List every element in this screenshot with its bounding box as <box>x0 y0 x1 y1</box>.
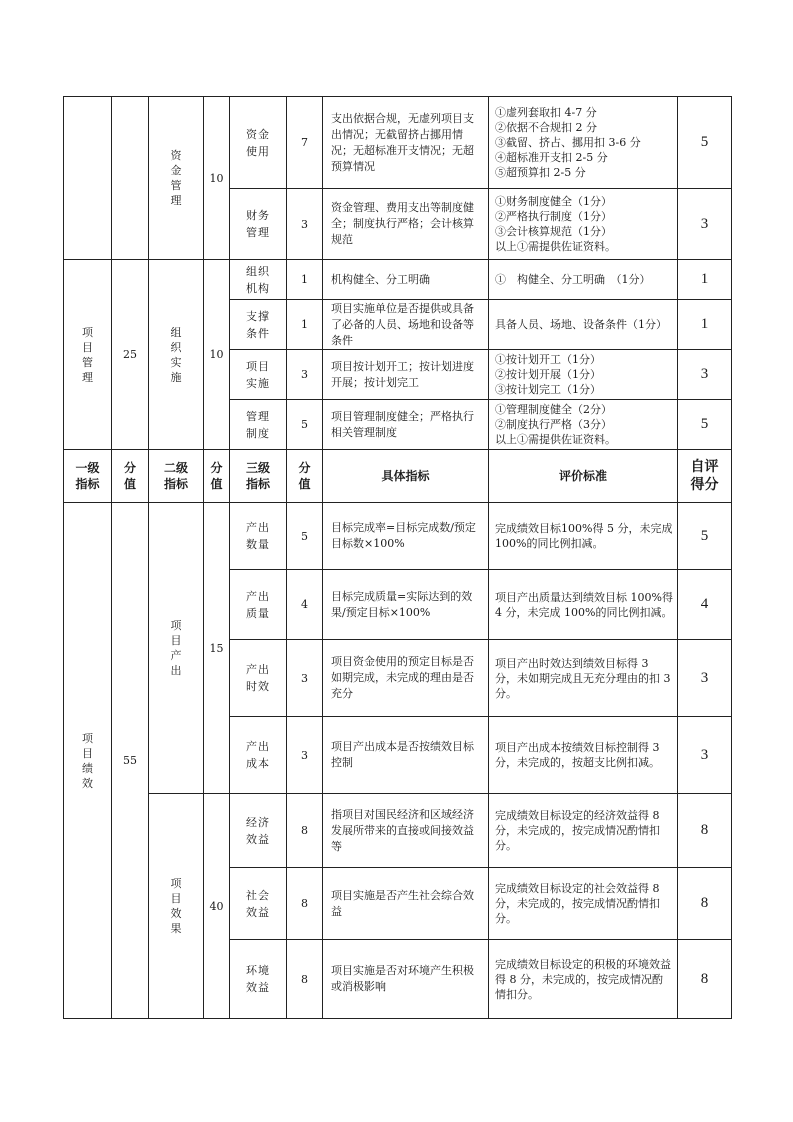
self-score: 3 <box>678 189 732 260</box>
indicator-text: 项目按计划开工；按计划进度开展；按计划完工 <box>323 350 489 400</box>
standard-text: 完成绩效目标设定的积极的环境效益得 8 分，未完成的，按完成情况酌情扣分。 <box>489 940 678 1019</box>
indicator-text: 资金管理、费用支出等制度健全；制度执行严格；会计核算规范 <box>323 189 489 260</box>
header-s3: 分值 <box>287 450 323 503</box>
l2-score: 10 <box>204 260 230 450</box>
self-score: 3 <box>678 350 732 400</box>
header-self-score: 自评得分 <box>678 450 732 503</box>
table-row <box>64 794 732 868</box>
cell-empty-l1 <box>64 97 112 260</box>
l3-score: 1 <box>287 260 323 300</box>
l3-label: 经济效益 <box>230 794 287 868</box>
l3-score: 5 <box>287 400 323 450</box>
indicator-text: 机构健全、分工明确 <box>323 260 489 300</box>
l2-label: 组织实施 <box>149 260 204 450</box>
l1-label: 项目绩效 <box>64 503 112 1019</box>
l3-score: 3 <box>287 350 323 400</box>
indicator-text: 项目实施单位是否提供或具备了必备的人员、场地和设备等条件 <box>323 300 489 350</box>
l3-label: 组织机构 <box>230 260 287 300</box>
l3-score: 5 <box>287 503 323 570</box>
self-score: 5 <box>678 503 732 570</box>
l2-score: 15 <box>204 503 230 794</box>
self-score: 8 <box>678 940 732 1019</box>
l3-label: 资金使用 <box>230 97 287 189</box>
l3-score: 3 <box>287 640 323 717</box>
indicator-text: 支出依据合规，无虚列项目支出情况；无截留挤占挪用情况；无超标准开支情况；无超预算情况 <box>323 97 489 189</box>
l3-label: 产出质量 <box>230 570 287 640</box>
standard-text: ①管理制度健全（2分） ②制度执行严格（3分） 以上①需提供佐证资料。 <box>489 400 678 450</box>
self-score: 5 <box>678 400 732 450</box>
standard-text: ①按计划开工（1分） ②按计划开展（1分） ③按计划完工（1分） <box>489 350 678 400</box>
l2-label: 项目产出 <box>149 503 204 794</box>
l1-score: 55 <box>112 503 149 1019</box>
l3-label: 产出数量 <box>230 503 287 570</box>
standard-text: 完成绩效目标100%得 5 分，未完成 100%的同比例扣减。 <box>489 503 678 570</box>
header-l2: 二级指标 <box>149 450 204 503</box>
standard-text: 项目产出质量达到绩效目标 100%得 4 分，未完成 100%的同比例扣减。 <box>489 570 678 640</box>
standard-text: 项目产出时效达到绩效目标得 3 分，未如期完成且无充分理由的扣 3分。 <box>489 640 678 717</box>
l3-score: 7 <box>287 97 323 189</box>
l2-label: 项目效果 <box>149 794 204 1019</box>
l3-score: 4 <box>287 570 323 640</box>
indicator-text: 项目实施是否对环境产生积极或消极影响 <box>323 940 489 1019</box>
header-standard: 评价标准 <box>489 450 678 503</box>
self-score: 1 <box>678 300 732 350</box>
l3-label: 环境效益 <box>230 940 287 1019</box>
self-score: 3 <box>678 717 732 794</box>
l3-label: 项目实施 <box>230 350 287 400</box>
standard-text: ①虚列套取扣 4-7 分 ②依据不合规扣 2 分 ③截留、挤占、挪用扣 3-6 分 ④超标准开支扣 2-5 分 ⑤超预算扣 2-5 分 <box>489 97 678 189</box>
l3-score: 3 <box>287 717 323 794</box>
l3-label: 财务管理 <box>230 189 287 260</box>
header-indicator: 具体指标 <box>323 450 489 503</box>
l2-label: 资金管理 <box>149 97 204 260</box>
evaluation-table <box>63 96 732 1019</box>
standard-text: ① 构健全、分工明确 （1分） <box>489 260 678 300</box>
l2-score: 40 <box>204 794 230 1019</box>
l3-score: 1 <box>287 300 323 350</box>
l2-score: 10 <box>204 97 230 260</box>
self-score: 3 <box>678 640 732 717</box>
indicator-text: 目标完成率=目标完成数/预定目标数×100% <box>323 503 489 570</box>
table-row <box>64 503 732 570</box>
table-header-row <box>64 450 732 503</box>
indicator-text: 项目产出成本是否按绩效目标控制 <box>323 717 489 794</box>
standard-text: 完成绩效目标设定的经济效益得 8 分，未完成的，按完成情况酌情扣分。 <box>489 794 678 868</box>
l3-label: 管理制度 <box>230 400 287 450</box>
self-score: 8 <box>678 794 732 868</box>
table-row <box>64 260 732 300</box>
table-row <box>64 97 732 189</box>
self-score: 5 <box>678 97 732 189</box>
indicator-text: 指项目对国民经济和区域经济发展所带来的直接或间接效益等 <box>323 794 489 868</box>
l3-label: 社会效益 <box>230 868 287 940</box>
self-score: 1 <box>678 260 732 300</box>
standard-text: ①财务制度健全（1分） ②严格执行制度（1分） ③会计核算规范（1分） 以上①需提供佐证资料。 <box>489 189 678 260</box>
standard-text: 具备人员、场地、设备条件（1分） <box>489 300 678 350</box>
indicator-text: 目标完成质量=实际达到的效果/预定目标×100% <box>323 570 489 640</box>
l3-label: 产出时效 <box>230 640 287 717</box>
header-s1: 分值 <box>112 450 149 503</box>
l3-label: 产出成本 <box>230 717 287 794</box>
cell-empty-l1-score <box>112 97 149 260</box>
l3-score: 3 <box>287 189 323 260</box>
standard-text: 项目产出成本按绩效目标控制得 3 分，未完成的，按超支比例扣减。 <box>489 717 678 794</box>
l3-score: 8 <box>287 868 323 940</box>
l3-label: 支撑条件 <box>230 300 287 350</box>
indicator-text: 项目实施是否产生社会综合效益 <box>323 868 489 940</box>
header-l3: 三级指标 <box>230 450 287 503</box>
l3-score: 8 <box>287 794 323 868</box>
self-score: 8 <box>678 868 732 940</box>
header-l1: 一级指标 <box>64 450 112 503</box>
indicator-text: 项目管理制度健全；严格执行相关管理制度 <box>323 400 489 450</box>
l3-score: 8 <box>287 940 323 1019</box>
l1-label: 项目管理 <box>64 260 112 450</box>
l1-score: 25 <box>112 260 149 450</box>
indicator-text: 项目资金使用的预定目标是否如期完成，未完成的理由是否充分 <box>323 640 489 717</box>
header-s2: 分值 <box>204 450 230 503</box>
self-score: 4 <box>678 570 732 640</box>
standard-text: 完成绩效目标设定的社会效益得 8 分，未完成的，按完成情况酌情扣分。 <box>489 868 678 940</box>
